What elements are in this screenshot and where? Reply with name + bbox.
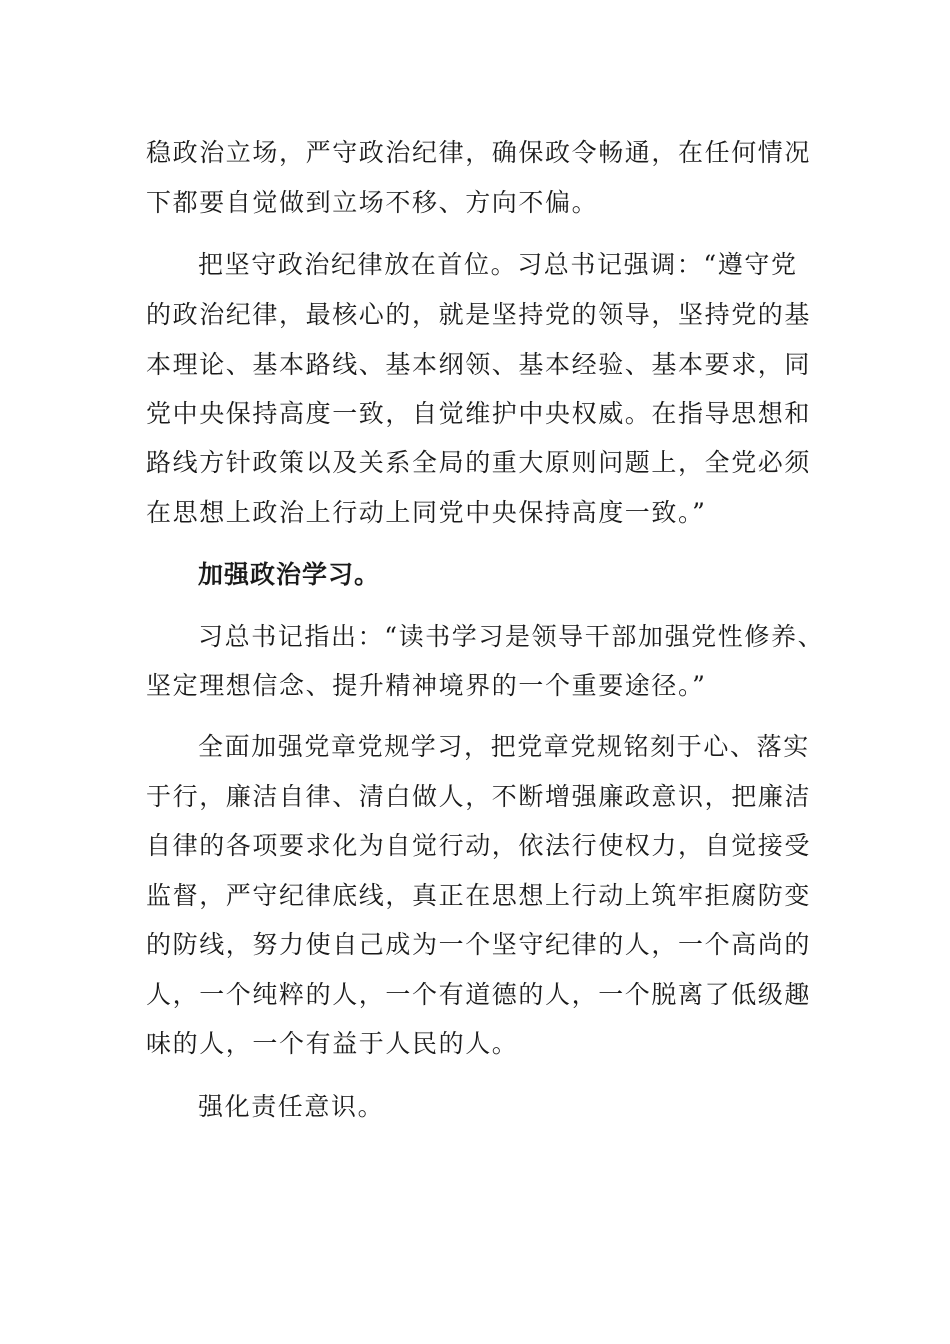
text-line: 全面加强党章党规学习，把党章党规铭刻于心、落实 <box>198 732 810 761</box>
text-line: 习总书记指出：“读书学习是领导干部加强党性修养、 <box>198 622 825 651</box>
text-line: 监督，严守纪律底线，真正在思想上行动上筑牢拒腐防变 <box>146 881 812 910</box>
text-line: 下都要自觉做到立场不移、方向不偏。 <box>146 188 599 217</box>
text-line: 本理论、基本路线、基本纲领、基本经验、基本要求，同 <box>146 350 812 379</box>
text-line: 坚定理想信念、提升精神境界的一个重要途径。” <box>146 671 707 700</box>
text-line: 的政治纪律，最核心的，就是坚持党的领导，坚持党的基 <box>146 300 812 329</box>
text-line: 稳政治立场，严守政治纪律，确保政令畅通，在任何情况 <box>146 138 812 167</box>
section-heading: 加强政治学习。 <box>198 560 381 589</box>
text-line: 自律的各项要求化为自觉行动，依法行使权力，自觉接受 <box>146 831 812 860</box>
section-heading: 强化责任意识。 <box>198 1092 385 1121</box>
text-line: 人，一个纯粹的人，一个有道德的人，一个脱离了低级趣 <box>146 980 812 1009</box>
text-line: 把坚守政治纪律放在首位。习总书记强调：“遵守党 <box>198 250 798 279</box>
text-line: 在思想上政治上行动上同党中央保持高度一致。” <box>146 498 707 527</box>
text-line: 的防线，努力使自己成为一个坚守纪律的人，一个高尚的 <box>146 930 812 959</box>
text-line: 味的人，一个有益于人民的人。 <box>146 1029 519 1058</box>
text-line: 于行，廉洁自律、清白做人，不断增强廉政意识，把廉洁 <box>146 782 812 811</box>
text-line: 党中央保持高度一致，自觉维护中央权威。在指导思想和 <box>146 399 812 428</box>
text-line: 路线方针政策以及关系全局的重大原则问题上，全党必须 <box>146 448 812 477</box>
